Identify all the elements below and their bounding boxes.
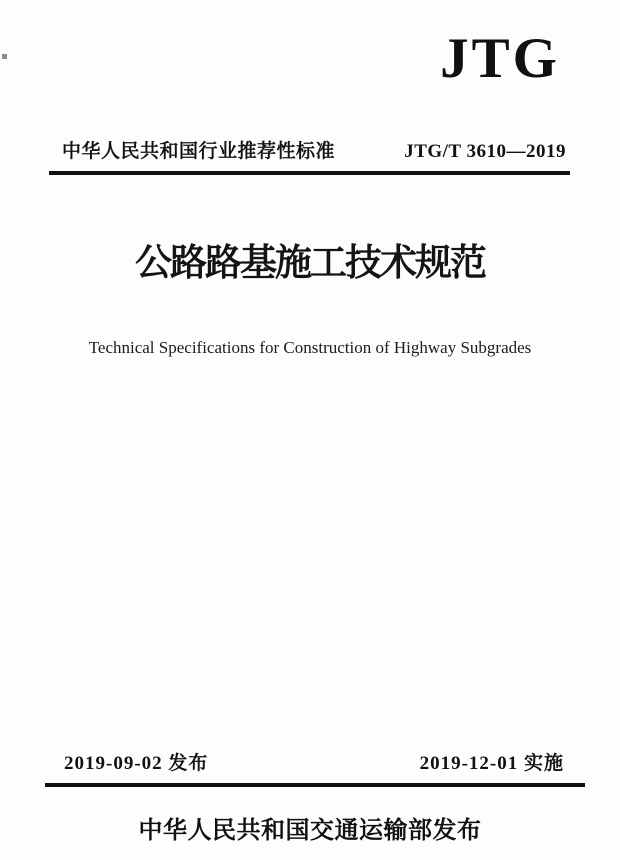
standard-header-row xyxy=(62,136,566,163)
header-rule xyxy=(49,171,570,175)
scan-artifact-speck xyxy=(2,54,7,59)
document-title-english: Technical Specifications for Construction of Highway Subgrades xyxy=(88,338,532,357)
standard-type-label: 中华人民共和国行业推荐性标准 xyxy=(62,141,336,162)
dates-row xyxy=(64,748,564,775)
document-title-chinese: 公路路基施工技术规范 xyxy=(135,243,485,284)
standard-number: JTG/T 3610—2019 xyxy=(404,141,566,162)
publisher-line: 中华人民共和国交通运输部发布 xyxy=(138,817,482,844)
issue-date: 2019-09-02 发布 xyxy=(64,753,209,774)
jtg-logo: JTG xyxy=(440,27,560,90)
implementation-date: 2019-12-01 实施 xyxy=(419,753,564,774)
footer-rule xyxy=(45,783,585,787)
